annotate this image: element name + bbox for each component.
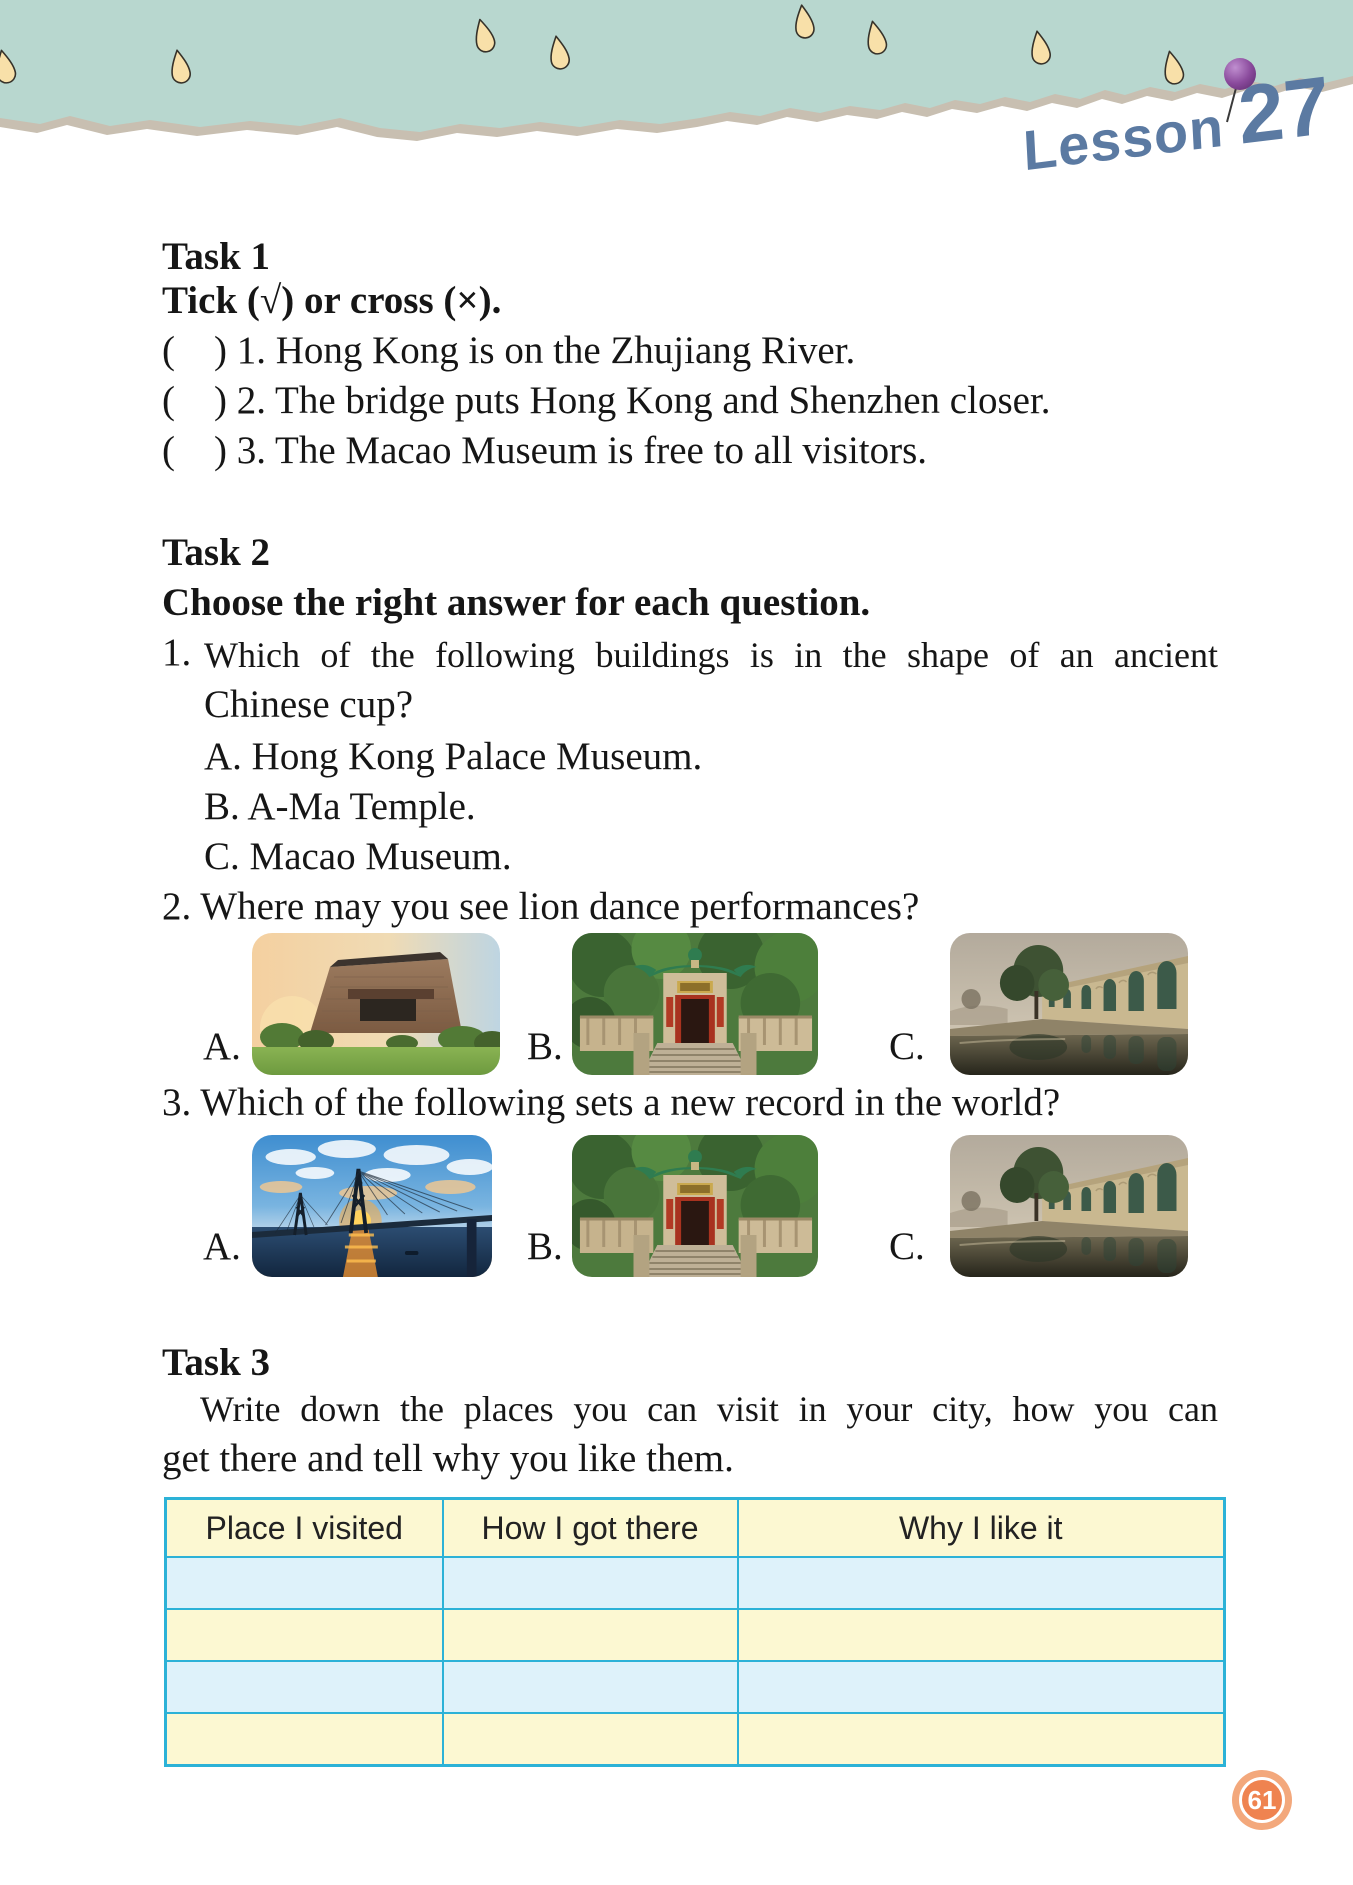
task3-paragraph-line1: Write down the places you can visit in your city, how you can (200, 1389, 1218, 1429)
q1-line1: Which of the following buildings is in the shape of an ancient (204, 635, 1218, 675)
lesson-number: 27 (1235, 59, 1333, 162)
photo-a-ma-temple (572, 1135, 818, 1277)
page-number-badge (1239, 1777, 1285, 1823)
table-cell-empty (738, 1609, 1225, 1661)
photo-museum-reflection-pool (950, 933, 1188, 1075)
table-row (166, 1661, 1225, 1713)
table-cell-empty (166, 1661, 443, 1713)
page-number: 61 (1247, 1784, 1277, 1815)
task1-item-2: ( ) 2. The bridge puts Hong Kong and Shenzhen closer. (162, 379, 1051, 422)
table-cell-empty (738, 1557, 1225, 1609)
task1-item-3: ( ) 3. The Macao Museum is free to all visitors. (162, 429, 928, 472)
table-row (166, 1609, 1225, 1661)
table-cell-empty (443, 1661, 738, 1713)
table-cell-empty (166, 1713, 443, 1766)
task2-instruction: Choose the right answer for each question. (162, 581, 871, 624)
q3-label-b: B. (527, 1225, 563, 1268)
q1-option-a: A. Hong Kong Palace Museum. (204, 735, 703, 778)
q3-label-c: C. (889, 1225, 925, 1268)
table-cell-empty (166, 1609, 443, 1661)
column-header-why: Why I like it (738, 1499, 1225, 1558)
task1-item-1: ( ) 1. Hong Kong is on the Zhujiang River. (162, 329, 856, 372)
places-table (164, 1497, 1226, 1767)
table-row (166, 1713, 1225, 1766)
photo-hzmb-bridge (252, 1135, 492, 1277)
q2-text: 2. Where may you see lion dance performances? (162, 885, 920, 928)
table-cell-empty (443, 1713, 738, 1766)
column-header-how: How I got there (443, 1499, 738, 1558)
column-header-place: Place I visited (166, 1499, 443, 1558)
q2-label-c: C. (889, 1025, 925, 1068)
q3-text: 3. Which of the following sets a new record in the world? (162, 1081, 1061, 1124)
q1-number: 1. (162, 631, 192, 674)
table-cell-empty (443, 1609, 738, 1661)
table-cell-empty (738, 1713, 1225, 1766)
task1-title: Task 1 (162, 235, 271, 278)
q1-option-b: B. A-Ma Temple. (204, 785, 476, 828)
q1-line2: Chinese cup? (204, 683, 414, 726)
table-cell-empty (443, 1557, 738, 1609)
photo-hong-kong-palace-museum (252, 933, 500, 1075)
q1-option-c: C. Macao Museum. (204, 835, 512, 878)
table-row (166, 1557, 1225, 1609)
lesson-label: Lesson (1021, 94, 1226, 183)
photo-museum-reflection-pool (950, 1135, 1188, 1277)
table-cell-empty (738, 1661, 1225, 1713)
q2-label-a: A. (203, 1025, 241, 1068)
photo-a-ma-temple (572, 933, 818, 1075)
table-header-row (166, 1499, 1225, 1558)
table-cell-empty (166, 1557, 443, 1609)
task2-title: Task 2 (162, 531, 271, 574)
task3-title: Task 3 (162, 1341, 271, 1384)
q3-label-a: A. (203, 1225, 241, 1268)
q2-label-b: B. (527, 1025, 563, 1068)
task1-instruction: Tick (√) or cross (×). (162, 279, 502, 322)
task3-paragraph-line2: get there and tell why you like them. (162, 1437, 734, 1480)
